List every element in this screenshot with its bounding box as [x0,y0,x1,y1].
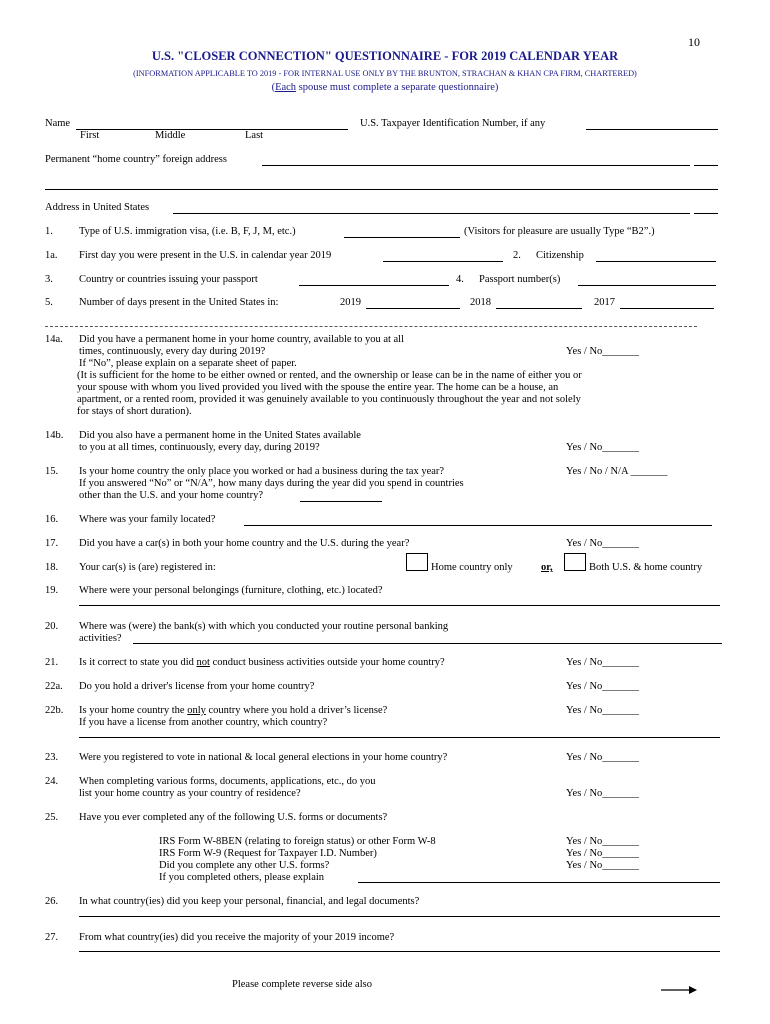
q26-number: 26. [45,896,59,907]
q3-number: 3. [45,274,53,285]
spouse-note [0,82,770,94]
q4-text: Passport number(s) [479,274,561,285]
q25-item-w9-answer[interactable]: Yes / No_______ [566,848,640,859]
q22a-text: Do you hold a driver's license from your home country? [79,681,315,692]
spouse-note-each: Each [275,82,297,93]
q16-text: Where was your family located? [79,514,216,525]
q22b-answer[interactable]: Yes / No_______ [566,705,640,716]
q22b-text-pre: Is your home country the [79,705,188,716]
q14b-answer[interactable]: Yes / No_______ [566,442,640,453]
q25-item-w9: IRS Form W-9 (Request for Taxpayer I.D. Number) [159,848,377,859]
other-license-country-field[interactable] [79,737,720,738]
q14a-answer[interactable]: Yes / No_______ [566,346,640,357]
q22b-text [79,705,387,717]
q21-text [79,657,445,669]
q15-line3: other than the U.S. and your home country? [79,490,263,501]
q14b-line1: Did you also have a permanent home in the United States available [79,430,361,441]
q1a-text: First day you were present in the U.S. in calendar year 2019 [79,250,332,261]
q17-number: 17. [45,538,59,549]
q1a-number: 1a. [45,250,58,261]
q21-text-post: conduct business activities outside your home country? [209,657,445,668]
q25-item-other: Did you complete any other U.S. forms? [159,860,330,871]
q22b-number: 22b. [45,705,64,716]
q24-number: 24. [45,776,59,787]
q15-line1: Is your home country the only place you worked or had a business during the tax year? [79,466,445,477]
citizenship-field[interactable] [596,261,716,262]
q19-number: 19. [45,585,59,596]
both-countries-checkbox[interactable] [564,553,586,571]
q1-number: 1. [45,226,53,237]
q14b-line2: to you at all times, continuously, every day, during 2019? [79,442,320,453]
q14a-line2: times, continuously, every day during 2019? [79,346,266,357]
us-address-field[interactable] [173,213,690,214]
q22b-line2: If you have a license from another country, which country? [79,717,328,728]
q14a-line3: If “No”, please explain on a separate sheet of paper. [79,358,297,369]
footer-note: Please complete reverse side also [232,979,372,990]
q14a-para1: (It is sufficient for the home to be either owned or rented, and the ownership or lease can be in the name of either you or [77,370,582,381]
q22a-answer[interactable]: Yes / No_______ [566,681,640,692]
q2-text: Citizenship [536,250,584,261]
home-country-only-checkbox[interactable] [406,553,428,571]
q5-number: 5. [45,297,53,308]
q14a-para2: your spouse with whom you lived provided you lived with the spouse the entire year. The home can be a house, an [77,382,559,393]
us-address-label: Address in United States [45,202,150,213]
q1-text: Type of U.S. immigration visa, (i.e. B, F, J, M, etc.) [79,226,296,237]
visa-type-field[interactable] [344,237,460,238]
q14a-para3: apartment, or a rented room, provided it was genuinely available to you continuously throughout the year and not solely [77,394,581,405]
both-countries-label: Both U.S. & home country [589,562,703,573]
q21-text-emph: not [196,657,210,668]
last-name-caption: Last [245,130,264,141]
q23-number: 23. [45,752,59,763]
q14b-number: 14b. [45,430,64,441]
name-field[interactable] [76,129,348,130]
home-address-field-end[interactable] [694,165,718,166]
us-address-field-end[interactable] [694,213,718,214]
q24-answer[interactable]: Yes / No_______ [566,788,640,799]
q5-text: Number of days present in the United States in: [79,297,279,308]
q23-text: Were you registered to vote in national & local general elections in your home country? [79,752,448,763]
q15-answer[interactable]: Yes / No / N/A _______ [566,466,668,477]
home-country-only-label: Home country only [431,562,513,573]
family-location-field[interactable] [244,525,712,526]
page-number: 10 [688,35,700,49]
home-address-field[interactable] [262,165,690,166]
form-subtitle: (INFORMATION APPLICABLE TO 2019 - FOR INTERNAL USE ONLY BY THE BRUNTON, STRACHAN & KHAN CPA FIRM, CHARTERED) [133,69,637,78]
or-label: or, [541,562,553,573]
other-country-days-field[interactable] [300,501,382,502]
q25-number: 25. [45,812,59,823]
q21-answer[interactable]: Yes / No_______ [566,657,640,668]
first-name-caption: First [80,130,100,141]
q23-answer[interactable]: Yes / No_______ [566,752,640,763]
q25-item-w8ben: IRS Form W-8BEN (relating to foreign status) or other Form W-8 [159,836,436,847]
q24-line1: When completing various forms, documents, applications, etc., do you [79,776,376,787]
q21-text-pre: Is it correct to state you did [79,657,197,668]
tin-field[interactable] [586,129,718,130]
q25-item-w8ben-answer[interactable]: Yes / No_______ [566,836,640,847]
q14a-number: 14a. [45,334,63,345]
q4-number: 4. [456,274,464,285]
q18-text: Your car(s) is (are) registered in: [79,562,216,573]
home-address-label: Permanent “home country” foreign address [45,154,227,165]
q16-number: 16. [45,514,59,525]
first-day-field[interactable] [383,261,503,262]
q24-line2: list your home country as your country of residence? [79,788,301,799]
q26-text: In what country(ies) did you keep your personal, financial, and legal documents? [79,896,420,907]
q17-answer[interactable]: Yes / No_______ [566,538,640,549]
days-2019-field[interactable] [366,308,460,309]
q27-text: From what country(ies) did you receive the majority of your 2019 income? [79,932,395,943]
form-title: U.S. "CLOSER CONNECTION" QUESTIONNAIRE - FOR 2019 CALENDAR YEAR [151,49,619,63]
q22b-text-emph: only [187,705,206,716]
bank-location-field[interactable] [133,643,722,644]
name-label: Name [45,118,71,129]
days-2017-field[interactable] [620,308,714,309]
documents-country-field[interactable] [79,916,720,917]
q15-number: 15. [45,466,59,477]
q22b-text-post: country where you hold a driver’s license? [205,705,388,716]
other-forms-explain-field[interactable] [358,882,720,883]
belongings-location-field[interactable] [79,605,720,606]
q27-number: 27. [45,932,59,943]
q25-explain-label: If you completed others, please explain [159,872,325,883]
q20-number: 20. [45,621,59,632]
q14a-line1: Did you have a permanent home in your home country, available to you at all [79,334,405,345]
q21-number: 21. [45,657,59,668]
right-arrow-icon [660,983,698,997]
q20-line2: activities? [79,633,122,644]
income-country-field[interactable] [79,951,720,952]
q2-number: 2. [513,250,521,261]
q18-number: 18. [45,562,59,573]
q20-line1: Where was (were) the bank(s) with which you conducted your routine personal banking [79,621,449,632]
q15-line2: If you answered “No” or “N/A”, how many days during the year did you spend in countries [79,478,464,489]
q19-text: Where were your personal belongings (furniture, clothing, etc.) located? [79,585,383,596]
passport-country-field[interactable] [299,285,449,286]
q5-year-2019: 2019 [340,297,361,308]
q25-item-other-answer[interactable]: Yes / No_______ [566,860,640,871]
passport-number-field[interactable] [578,285,716,286]
q1-note: (Visitors for pleasure are usually Type “B2”.) [464,226,655,237]
tin-label: U.S. Taxpayer Identification Number, if any [360,118,546,129]
q5-year-2018: 2018 [470,297,491,308]
q25-text: Have you ever completed any of the following U.S. forms or documents? [79,812,388,823]
q5-year-2017: 2017 [594,297,615,308]
middle-name-caption: Middle [155,130,186,141]
spouse-note-open: ( [271,82,276,93]
home-address-field-2[interactable] [45,189,718,190]
days-2018-field[interactable] [496,308,582,309]
q17-text: Did you have a car(s) in both your home country and the U.S. during the year? [79,538,410,549]
q3-text: Country or countries issuing your passport [79,274,258,285]
q14a-para4: for stays of short duration). [77,406,192,417]
spouse-note-rest: spouse must complete a separate questionnaire) [296,82,499,93]
section-divider [45,326,697,327]
q22a-number: 22a. [45,681,63,692]
